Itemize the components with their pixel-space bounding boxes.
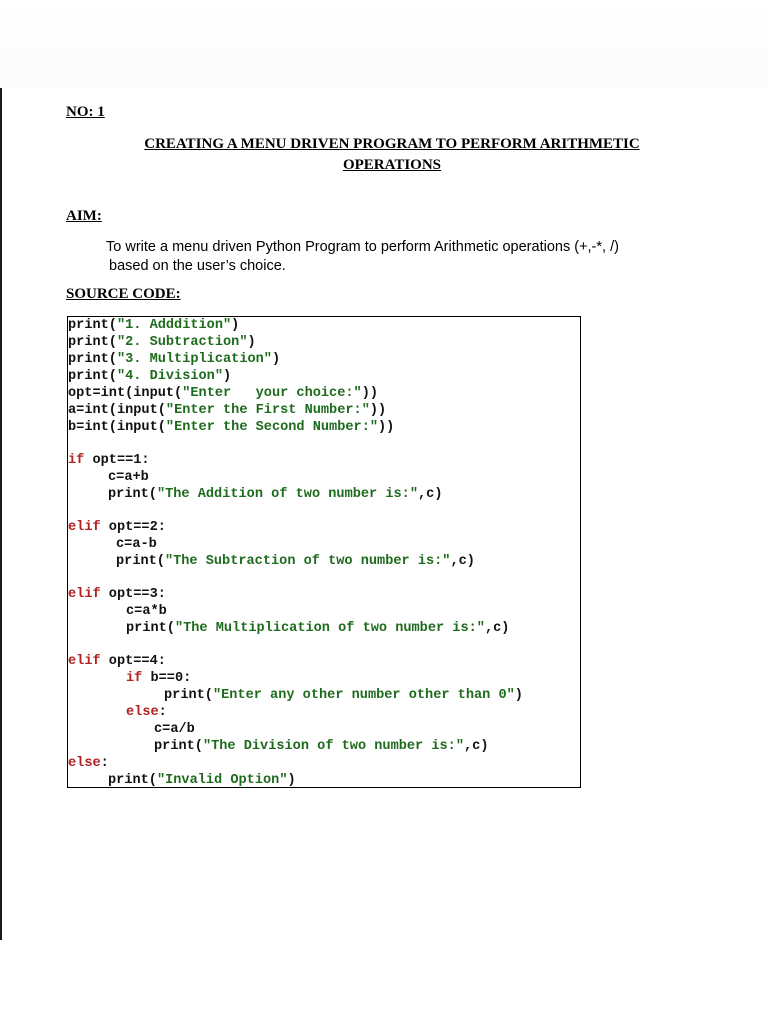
code-line-8: if opt==1: [68,453,150,468]
code-line-4: print("4. Division") [68,369,232,384]
code-block [67,316,581,788]
code-line-1: print("1. Adddition") [68,318,240,333]
code-line-20: else: [126,705,167,720]
code-line-22: print("The Division of two number is:",c) [154,739,489,754]
code-line-3: print("3. Multiplication") [68,352,281,367]
code-line-24: print("Invalid Option") [108,773,296,788]
code-line-14: elif opt==3: [68,587,166,602]
code-line-7: b=int(input("Enter the Second Number:")) [68,420,395,435]
aim-heading: AIM: [66,208,102,224]
program-number: NO: 1 [66,104,105,120]
page-left-edge-line [0,88,2,940]
page-title [66,134,718,176]
code-line-16: print("The Multiplication of two number is:",c) [126,621,510,636]
code-line-13: print("The Subtraction of two number is:",c) [116,554,475,569]
code-line-11: elif opt==2: [68,520,166,535]
code-line-23: else: [68,756,109,771]
code-line-12: c=a-b [116,537,157,552]
code-line-18: if b==0: [126,671,192,686]
code-line-15: c=a*b [126,604,167,619]
code-line-19: print("Enter any other number other than 0") [164,688,523,703]
code-line-10: print("The Addition of two number is:",c) [108,487,443,502]
code-line-2: print("2. Subtraction") [68,335,256,350]
code-line-5: opt=int(input("Enter your choice:")) [68,386,379,401]
code-line-6: a=int(input("Enter the First Number:")) [68,403,387,418]
aim-text-line-2: based on the user’s choice. [109,258,286,274]
aim-text [106,238,736,276]
code-line-17: elif opt==4: [68,654,166,669]
title-line-2: OPERATIONS [342,157,442,173]
page-top-margin [0,0,768,88]
code-line-21: c=a/b [154,722,195,737]
code-line-9: c=a+b [108,470,149,485]
aim-text-line-1: To write a menu driven Python Program to perform Arithmetic operations (+,-*, /) [106,239,619,255]
title-line-1: CREATING A MENU DRIVEN PROGRAM TO PERFORM ARITHMETIC [144,136,640,152]
source-code-heading: SOURCE CODE: [66,286,181,302]
